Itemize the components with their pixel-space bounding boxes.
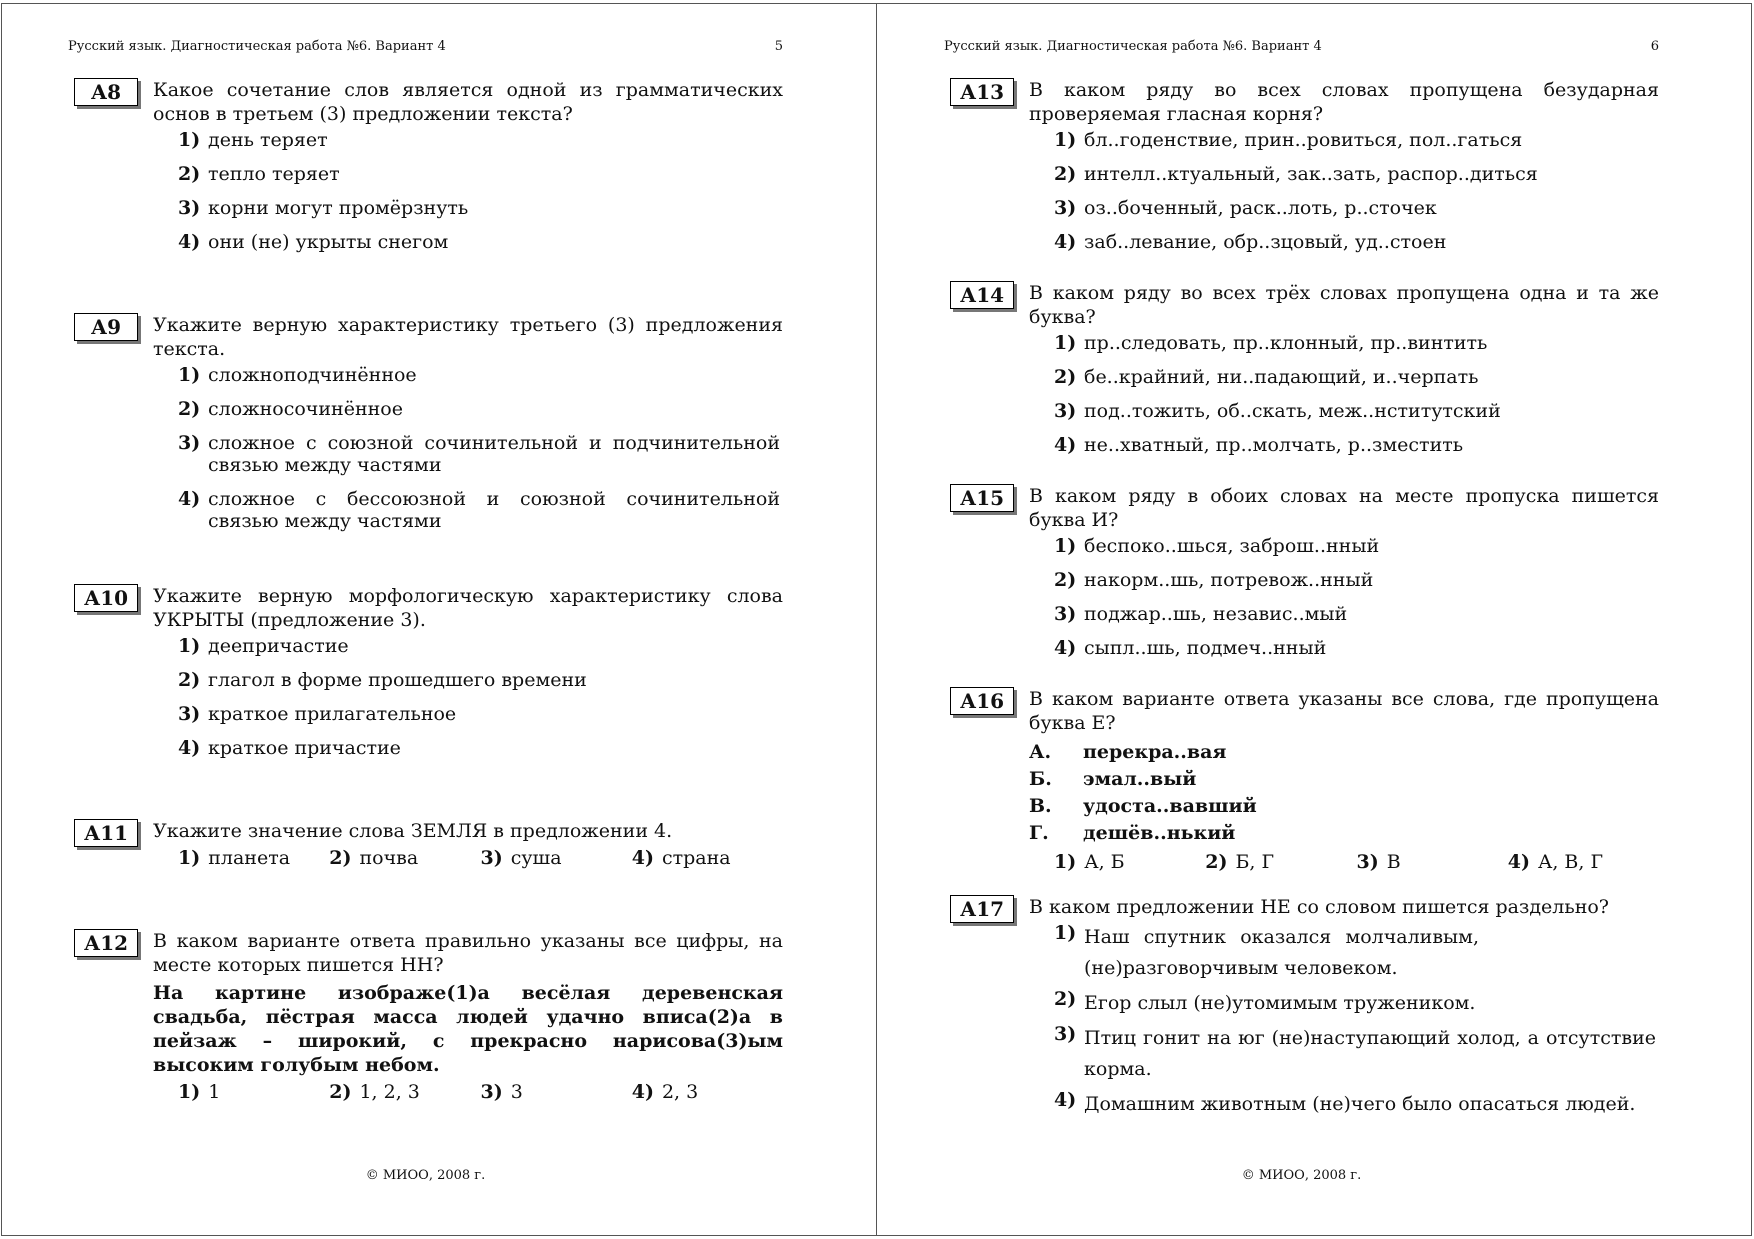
answer-option[interactable]: 4) сложное с бессоюзной и союзной сочинительной связью между частями	[178, 488, 780, 532]
task-label: А17	[950, 895, 1014, 923]
answer-option[interactable]: 1) деепричастие	[178, 635, 349, 657]
task-question: Укажите значение слова ЗЕМЛЯ в предложении 4.	[153, 820, 673, 842]
answer-option[interactable]: 4) 2, 3	[631, 1081, 699, 1103]
answer-option[interactable]: 2) Егор слыл (не)утомимым тружеником.	[1054, 988, 1476, 1014]
task-a17	[944, 895, 1659, 1124]
answer-option[interactable]: 3) 3	[480, 1081, 523, 1103]
answer-options	[178, 847, 783, 869]
answer-options	[1054, 922, 1659, 1120]
answer-option[interactable]: 4) не..хватный, пр..молчать, р..зместить	[1054, 434, 1464, 456]
answer-option[interactable]: 2) почва	[329, 847, 419, 869]
header-title: Русский язык. Диагностическая работа №6. Вариант 4	[944, 39, 1322, 54]
task-question: Укажите верную характеристику третьего (3) предложения текста.	[153, 314, 783, 360]
answer-option[interactable]: 2) Б, Г	[1205, 851, 1275, 873]
task-question: В каком варианте ответа указаны все слова, где пропущена буква Е?	[1029, 688, 1659, 734]
answer-option[interactable]: 2) сложносочинённое	[178, 398, 403, 420]
page-left	[68, 0, 783, 1239]
answer-options	[1054, 129, 1659, 253]
word-item: Г. дешёв..нький	[1029, 822, 1236, 844]
word-list	[1029, 739, 1659, 847]
task-a14	[944, 281, 1659, 468]
task-question: В каком ряду во всех трёх словах пропущена одна и та же буква?	[1029, 282, 1659, 328]
answer-option[interactable]: 1) беспоко..шься, заброш..нный	[1054, 535, 1380, 557]
task-a8	[68, 78, 783, 265]
answer-option[interactable]: 3) краткое прилагательное	[178, 703, 457, 725]
answer-option[interactable]: 1) 1	[178, 1081, 221, 1103]
answer-option[interactable]: 1) А, Б	[1054, 851, 1125, 873]
answer-option[interactable]: 2) тепло теряет	[178, 163, 340, 185]
page-right	[944, 0, 1659, 1239]
task-question: Укажите верную морфологическую характеристику слова УКРЫТЫ (предложение 3).	[153, 585, 783, 631]
task-label: А15	[950, 484, 1014, 512]
answer-options	[178, 364, 783, 532]
answer-option[interactable]: 2) бе..крайний, ни..падающий, и..черпать	[1054, 366, 1479, 388]
page-divider	[876, 3, 877, 1236]
answer-option[interactable]: 1) планета	[178, 847, 291, 869]
task-label: А14	[950, 281, 1014, 309]
answer-option[interactable]: 4) Домашним животным (не)чего было опасаться людей.	[1054, 1089, 1636, 1115]
page-number: 6	[1650, 39, 1659, 54]
answer-option[interactable]: 3) суша	[480, 847, 562, 869]
answer-options	[1054, 851, 1659, 873]
answer-option[interactable]: 2) интелл..ктуальный, зак..зать, распор..диться	[1054, 163, 1538, 185]
answer-option[interactable]: 4) заб..левание, обр..зцовый, уд..стоен	[1054, 231, 1447, 253]
task-label: А9	[74, 313, 138, 341]
answer-option[interactable]: 2) накорм..шь, потревож..нный	[1054, 569, 1374, 591]
task-label: А12	[74, 929, 138, 957]
answer-options	[178, 129, 783, 253]
task-a16	[944, 687, 1659, 873]
answer-option[interactable]: 3) В	[1356, 851, 1401, 873]
task-question: В каком предложении НЕ со словом пишется раздельно?	[1029, 896, 1609, 918]
answer-option[interactable]: 2) 1, 2, 3	[329, 1081, 420, 1103]
page-header	[944, 39, 1659, 54]
task-label: А16	[950, 687, 1014, 715]
header-title: Русский язык. Диагностическая работа №6. Вариант 4	[68, 39, 446, 54]
page-footer: © МИОО, 2008 г.	[1241, 1168, 1362, 1183]
answer-option[interactable]: 4) А, В, Г	[1507, 851, 1604, 873]
word-item: В. удоста..вавший	[1029, 795, 1257, 817]
answer-option[interactable]: 3) поджар..шь, независ..мый	[1054, 603, 1348, 625]
answer-option[interactable]: 3) под..тожить, об..скать, меж..нститутский	[1054, 400, 1501, 422]
task-a11	[68, 819, 783, 869]
task-a13	[944, 78, 1659, 265]
answer-options	[178, 635, 783, 759]
page-header	[68, 39, 783, 54]
task-question: Какое сочетание слов является одной из грамматических основ в третьем (3) предложении текста?	[153, 79, 783, 125]
task-question: В каком ряду в обоих словах на месте пропуска пишется буква И?	[1029, 485, 1659, 531]
answer-option[interactable]: 4) сыпл..шь, подмеч..нный	[1054, 637, 1327, 659]
task-question: В каком варианте ответа правильно указаны все цифры, на месте которых пишется НН?	[153, 930, 783, 976]
answer-option[interactable]: 3) сложное с союзной сочинительной и подчинительной связью между частями	[178, 432, 780, 476]
answer-option[interactable]: 1) пр..следовать, пр..клонный, пр..винтить	[1054, 332, 1488, 354]
task-text: На картине изображе(1)а весёлая деревенская свадьба, пёстрая масса людей удачно вписа(2)а в пейзаж – широкий, с прекрасно нарисова(3)ым высоким голубым небом.	[153, 982, 783, 1076]
answer-option[interactable]: 2) глагол в форме прошедшего времени	[178, 669, 587, 691]
task-label: А11	[74, 819, 138, 847]
task-a15	[944, 484, 1659, 671]
task-question: В каком ряду во всех словах пропущена безударная проверяемая гласная корня?	[1029, 79, 1659, 125]
task-a10	[68, 584, 783, 771]
answer-option[interactable]: 1) день теряет	[178, 129, 328, 151]
task-label: А8	[74, 78, 138, 106]
answer-options	[178, 1081, 783, 1103]
answer-options	[1054, 332, 1659, 456]
page-number: 5	[774, 39, 783, 54]
answer-option[interactable]: 1) сложноподчинённое	[178, 364, 417, 386]
answer-options	[1054, 535, 1659, 659]
answer-option[interactable]: 4) страна	[631, 847, 731, 869]
task-label: А13	[950, 78, 1014, 106]
answer-option[interactable]: 4) краткое причастие	[178, 737, 401, 759]
answer-option[interactable]: 1) Наш спутник оказался молчаливым, (не)разговорчивым человеком.	[1054, 922, 1479, 979]
task-label: А10	[74, 584, 138, 612]
answer-option[interactable]: 4) они (не) укрыты снегом	[178, 231, 449, 253]
page-footer: © МИОО, 2008 г.	[365, 1168, 486, 1183]
word-item: А. перекра..вая	[1029, 741, 1227, 763]
task-a9	[68, 313, 783, 544]
answer-option[interactable]: 3) оз..боченный, раск..лоть, р..сточек	[1054, 197, 1437, 219]
task-a12	[68, 929, 783, 1103]
word-item: Б. эмал..вый	[1029, 768, 1197, 790]
answer-option[interactable]: 1) бл..годенствие, прин..ровиться, пол..гаться	[1054, 129, 1523, 151]
answer-option[interactable]: 3) корни могут промёрзнуть	[178, 197, 469, 219]
answer-option[interactable]: 3) Птиц гонит на юг (не)наступающий холод, а отсутствие корма.	[1054, 1023, 1656, 1080]
